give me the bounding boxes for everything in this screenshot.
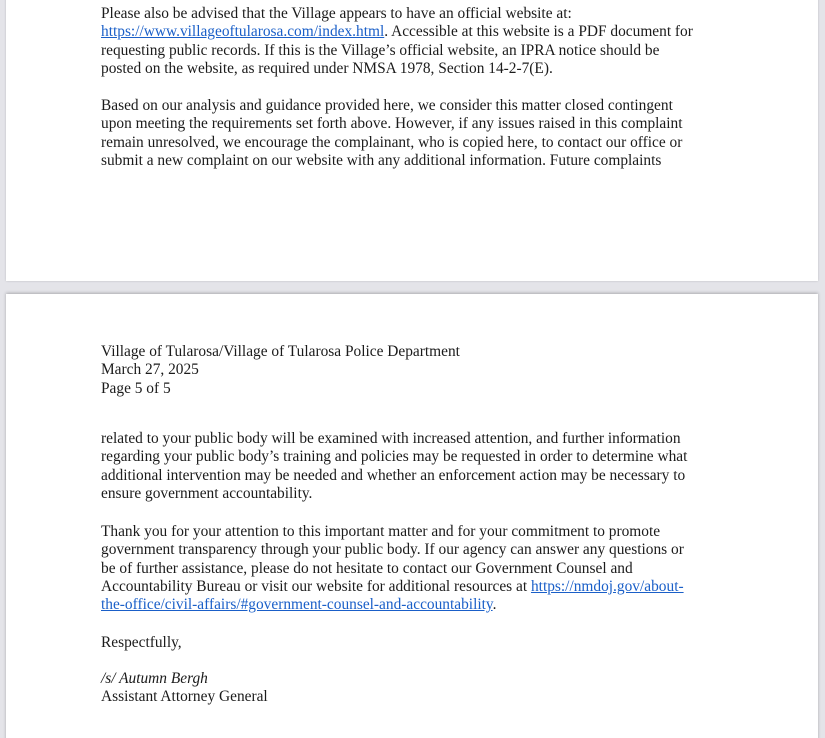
letter-date: March 27, 2025 <box>101 361 199 379</box>
text-line: remain unresolved, we encourage the complainant, who is copied here, to contact our office or <box>101 133 683 151</box>
signature-block <box>101 670 741 707</box>
text-line: upon meeting the requirements set forth above. However, if any issues raised in this complaint <box>101 115 683 133</box>
page-header <box>101 343 741 398</box>
paragraph-website-notice <box>101 5 741 78</box>
paragraph-future-complaints <box>101 430 741 503</box>
page-number: Page 5 of 5 <box>101 379 171 397</box>
text-fragment: Accountability Bureau or visit our website for additional resources at <box>101 577 531 595</box>
signature: /s/ Autumn Bergh <box>101 670 208 687</box>
text-line: government transparency through your public body. If our agency can answer any questions or <box>101 541 684 559</box>
text-line: related to your public body will be examined with increased attention, and further information <box>101 430 681 447</box>
text-line: ensure government accountability. <box>101 484 313 502</box>
closing-text: Respectfully, <box>101 634 182 651</box>
text-fragment: . Accessible at this website is a PDF document for <box>384 23 693 41</box>
text-line: Please also be advised that the Village appears to have an official website at: <box>101 5 572 22</box>
text-line: requesting public records. If this is the Village’s official website, an IPRA notice should be <box>101 41 660 59</box>
text-line <box>101 23 741 41</box>
text-line: be of further assistance, please do not hesitate to contact our Government Counsel and <box>101 559 633 577</box>
text-line: submit a new complaint on our website with any additional information. Future complaints <box>101 151 662 169</box>
signer-title: Assistant Attorney General <box>101 688 268 706</box>
text-line <box>101 578 741 596</box>
village-website-link[interactable]: https://www.villageoftularosa.com/index.html <box>101 23 385 41</box>
document-page-5 <box>6 294 818 738</box>
text-line: posted on the website, as required under NMSA 1978, Section 14-2-7(E). <box>101 59 553 77</box>
text-fragment: . <box>492 596 497 614</box>
text-line <box>101 596 741 614</box>
paragraph-conclusion <box>101 97 741 170</box>
paragraph-thank-you <box>101 523 741 614</box>
text-line: regarding your public body’s training and policies may be requested in order to determine what <box>101 448 688 466</box>
closing <box>101 634 741 652</box>
recipient-line: Village of Tularosa/Village of Tularosa Police Department <box>101 343 460 360</box>
text-line: Based on our analysis and guidance provided here, we consider this matter closed contingent <box>101 97 673 114</box>
document-page-4 <box>6 0 818 281</box>
text-line: Thank you for your attention to this important matter and for your commitment to promote <box>101 523 661 540</box>
nmdoj-website-link-continued[interactable]: the-office/civil-affairs/#government-counsel-and-accountability <box>101 596 493 614</box>
text-line: additional intervention may be needed and whether an enforcement action may be necessary to <box>101 466 686 484</box>
nmdoj-website-link[interactable]: https://nmdoj.gov/about- <box>530 577 684 595</box>
